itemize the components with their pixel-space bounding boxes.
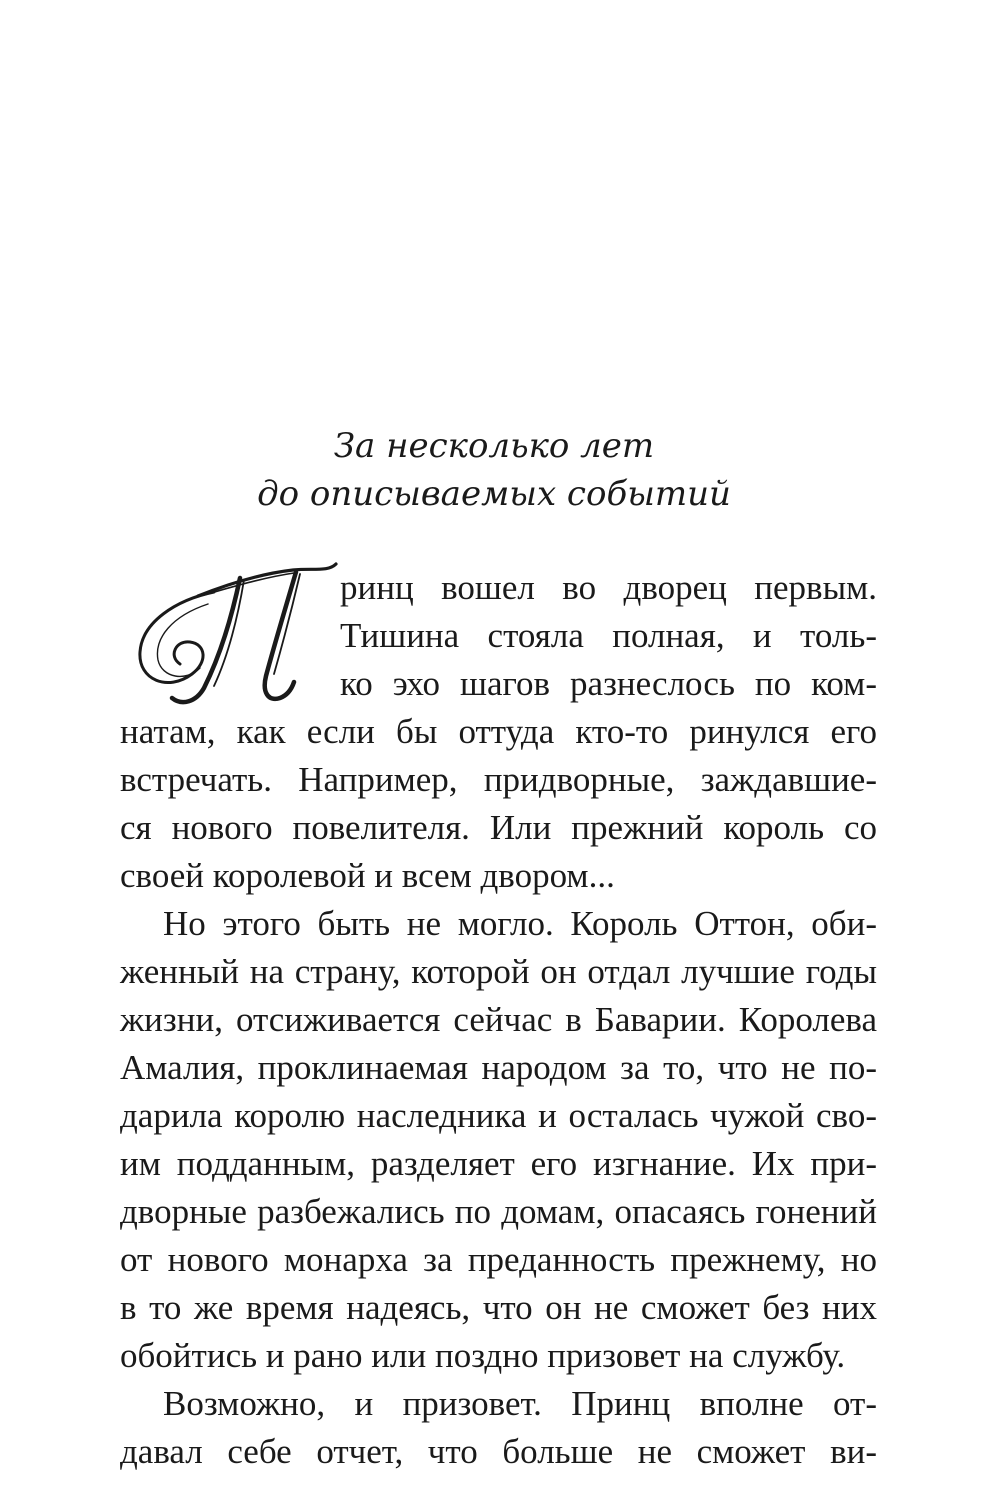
chapter-heading-line-2: до описываемых событий [257, 474, 731, 514]
text-line: от нового монарха за преданность прежнему, но [120, 1240, 877, 1279]
drop-cap-letter [128, 556, 340, 708]
text-line: дворные разбежались по домам, опасаясь гонений [120, 1192, 877, 1231]
chapter-heading-line-1: За несколько лет [333, 426, 655, 466]
text-line: Тишина стояла полная, и толь- [340, 616, 877, 655]
text-line: женный на страну, которой он отдал лучшие годы [120, 952, 877, 991]
text-line: в то же время надеясь, что он не сможет без них [120, 1288, 877, 1327]
text-line: ко эхо шагов разнеслось по ком- [340, 664, 877, 703]
text-line: встречать. Например, придворные, заждавшие- [120, 760, 877, 799]
text-line: натам, как если бы оттуда кто-то ринулся его [120, 712, 877, 751]
text-line: им подданным, разделяет его изгнание. Их при- [120, 1144, 877, 1183]
text-line: давал себе отчет, что больше не сможет ви- [120, 1432, 877, 1471]
text-line: дарила королю наследника и осталась чужой сво- [120, 1096, 877, 1135]
text-line: ся нового повелителя. Или прежний король со [120, 808, 877, 847]
text-line: ринц вошел во дворец первым. [340, 568, 877, 607]
text-line: Амалия, проклинаемая народом за то, что не по- [120, 1048, 877, 1087]
text-line: Но этого быть не могло. Король Оттон, оби- [163, 904, 877, 943]
text-line: жизни, отсиживается сейчас в Баварии. Королева [120, 1000, 877, 1039]
text-line: обойтись и рано или поздно призовет на службу. [120, 1336, 846, 1375]
text-line: своей королевой и всем двором... [120, 856, 615, 895]
text-line: Возможно, и призовет. Принц вполне от- [163, 1384, 877, 1423]
